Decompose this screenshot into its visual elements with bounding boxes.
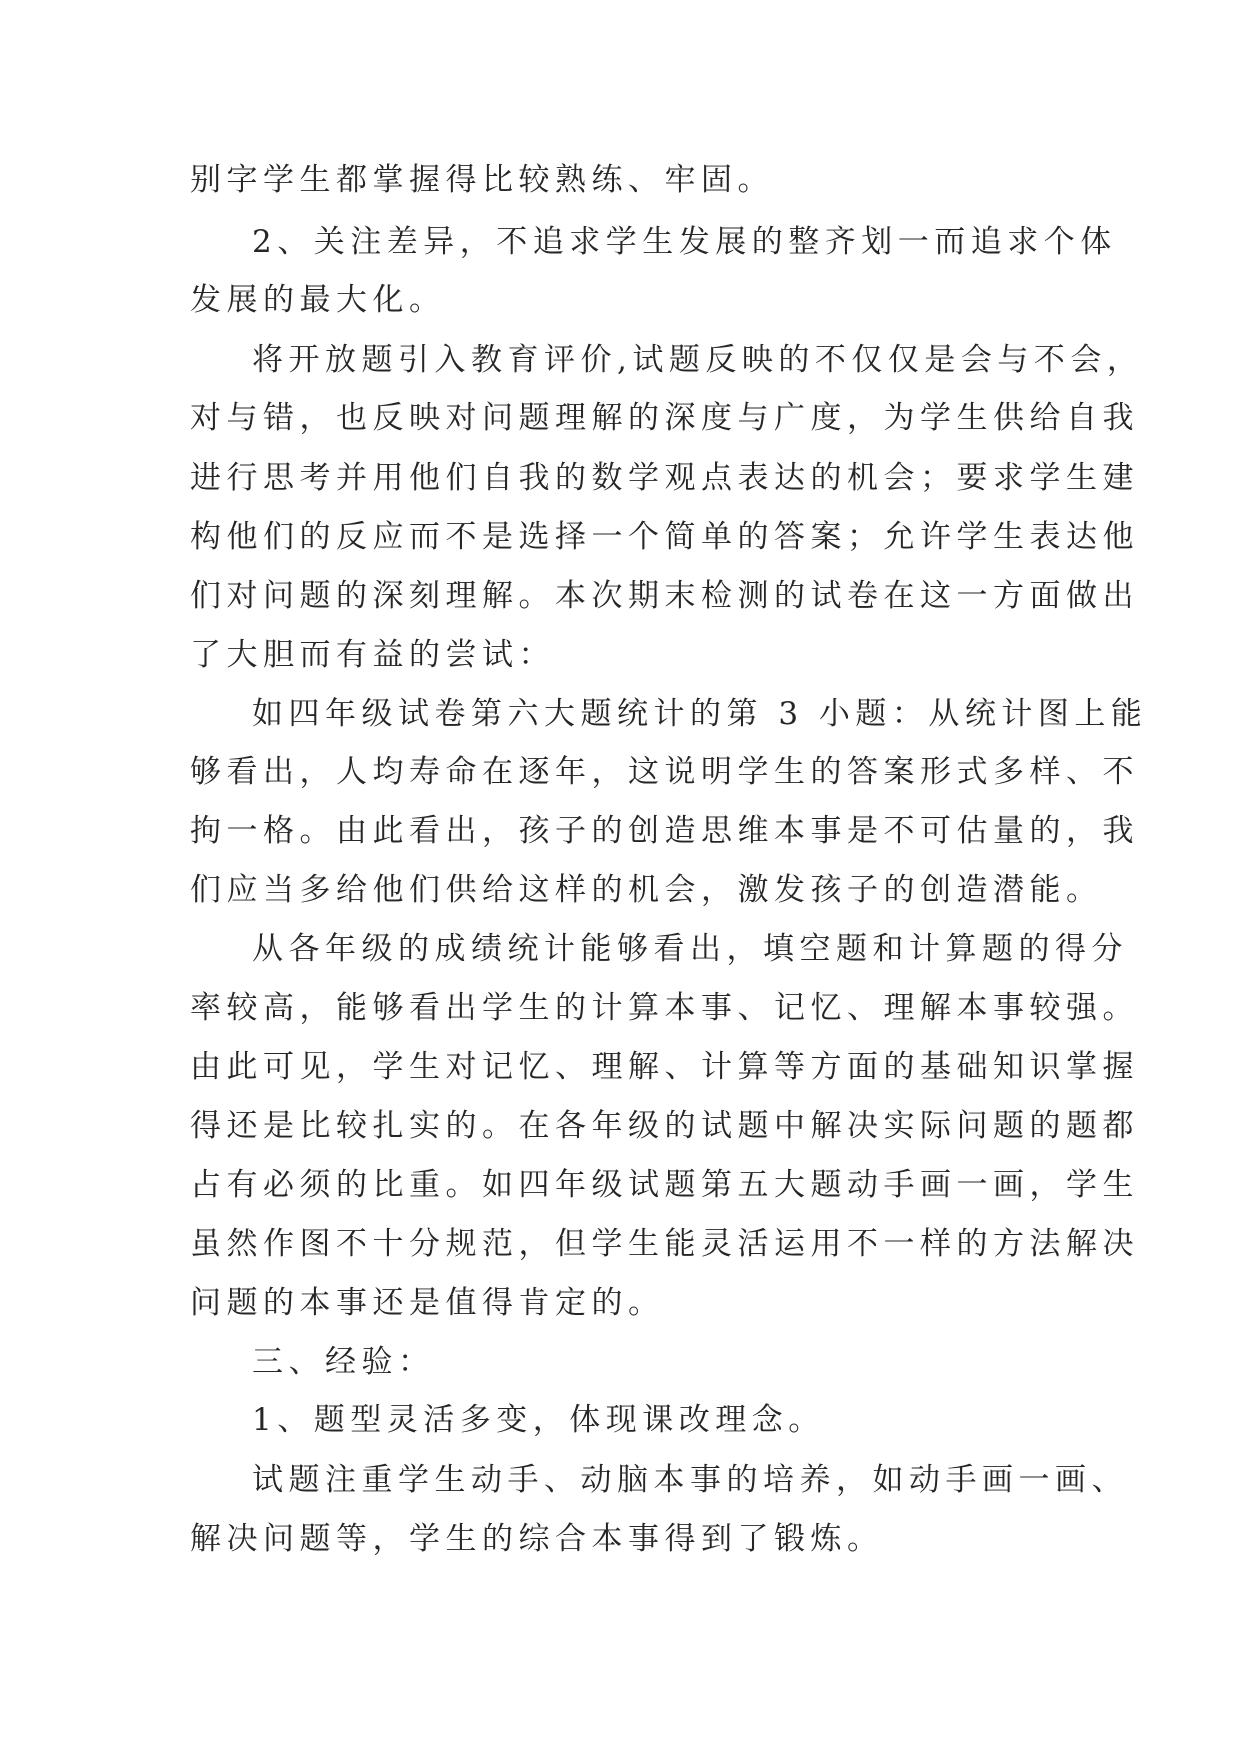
text-line: 们对问题的深刻理解。本次期末检测的试卷在这一方面做出 [190,578,1139,614]
text-line: 将开放题引入教育评价,试题反映的不仅仅是会与不会， [252,342,1144,378]
text-line: 够看出，人均寿命在逐年，这说明学生的答案形式多样、不 [190,754,1139,790]
text-line: 构他们的反应而不是选择一个简单的答案；允许学生表达他 [190,519,1139,555]
text-line: 了大胆而有益的尝试： [190,637,555,673]
text-line: 发展的最大化。 [190,282,446,318]
text-line: 2、关注差异，不追求学生发展的整齐划一而追求个体 [252,224,1117,260]
text-line: 得还是比较扎实的。在各年级的试题中解决实际问题的题都 [190,1108,1139,1144]
text-line: 进行思考并用他们自我的数学观点表达的机会；要求学生建 [190,460,1139,496]
text-line: 试题注重学生动手、动脑本事的培养，如动手画一画、 [252,1462,1128,1498]
text-line: 拘一格。由此看出，孩子的创造思维本事是不可估量的，我 [190,813,1139,849]
text-line: 问题的本事还是值得肯定的。 [190,1285,665,1321]
text-line: 从各年级的成绩统计能够看出，填空题和计算题的得分 [252,931,1128,967]
text-line: 解决问题等，学生的综合本事得到了锻炼。 [190,1521,884,1557]
text-line: 1、题型灵活多变，体现课改理念。 [252,1402,825,1438]
text-line: 对与错，也反映对问题理解的深度与广度，为学生供给自我 [190,400,1139,436]
section-heading: 三、经验： [252,1344,435,1380]
text-line: 虽然作图不十分规范，但学生能灵活运用不一样的方法解决 [190,1226,1139,1262]
text-line: 率较高，能够看出学生的计算本事、记忆、理解本事较强。 [190,990,1139,1026]
text-line: 别字学生都掌握得比较熟练、牢固。 [190,162,774,198]
text-line: 由此可见，学生对记忆、理解、计算等方面的基础知识掌握 [190,1049,1139,1085]
text-line: 们应当多给他们供给这样的机会，激发孩子的创造潜能。 [190,872,1103,908]
text-line: 占有必须的比重。如四年级试题第五大题动手画一画，学生 [190,1167,1139,1203]
text-line: 如四年级试卷第六大题统计的第 3 小题：从统计图上能 [252,696,1148,732]
